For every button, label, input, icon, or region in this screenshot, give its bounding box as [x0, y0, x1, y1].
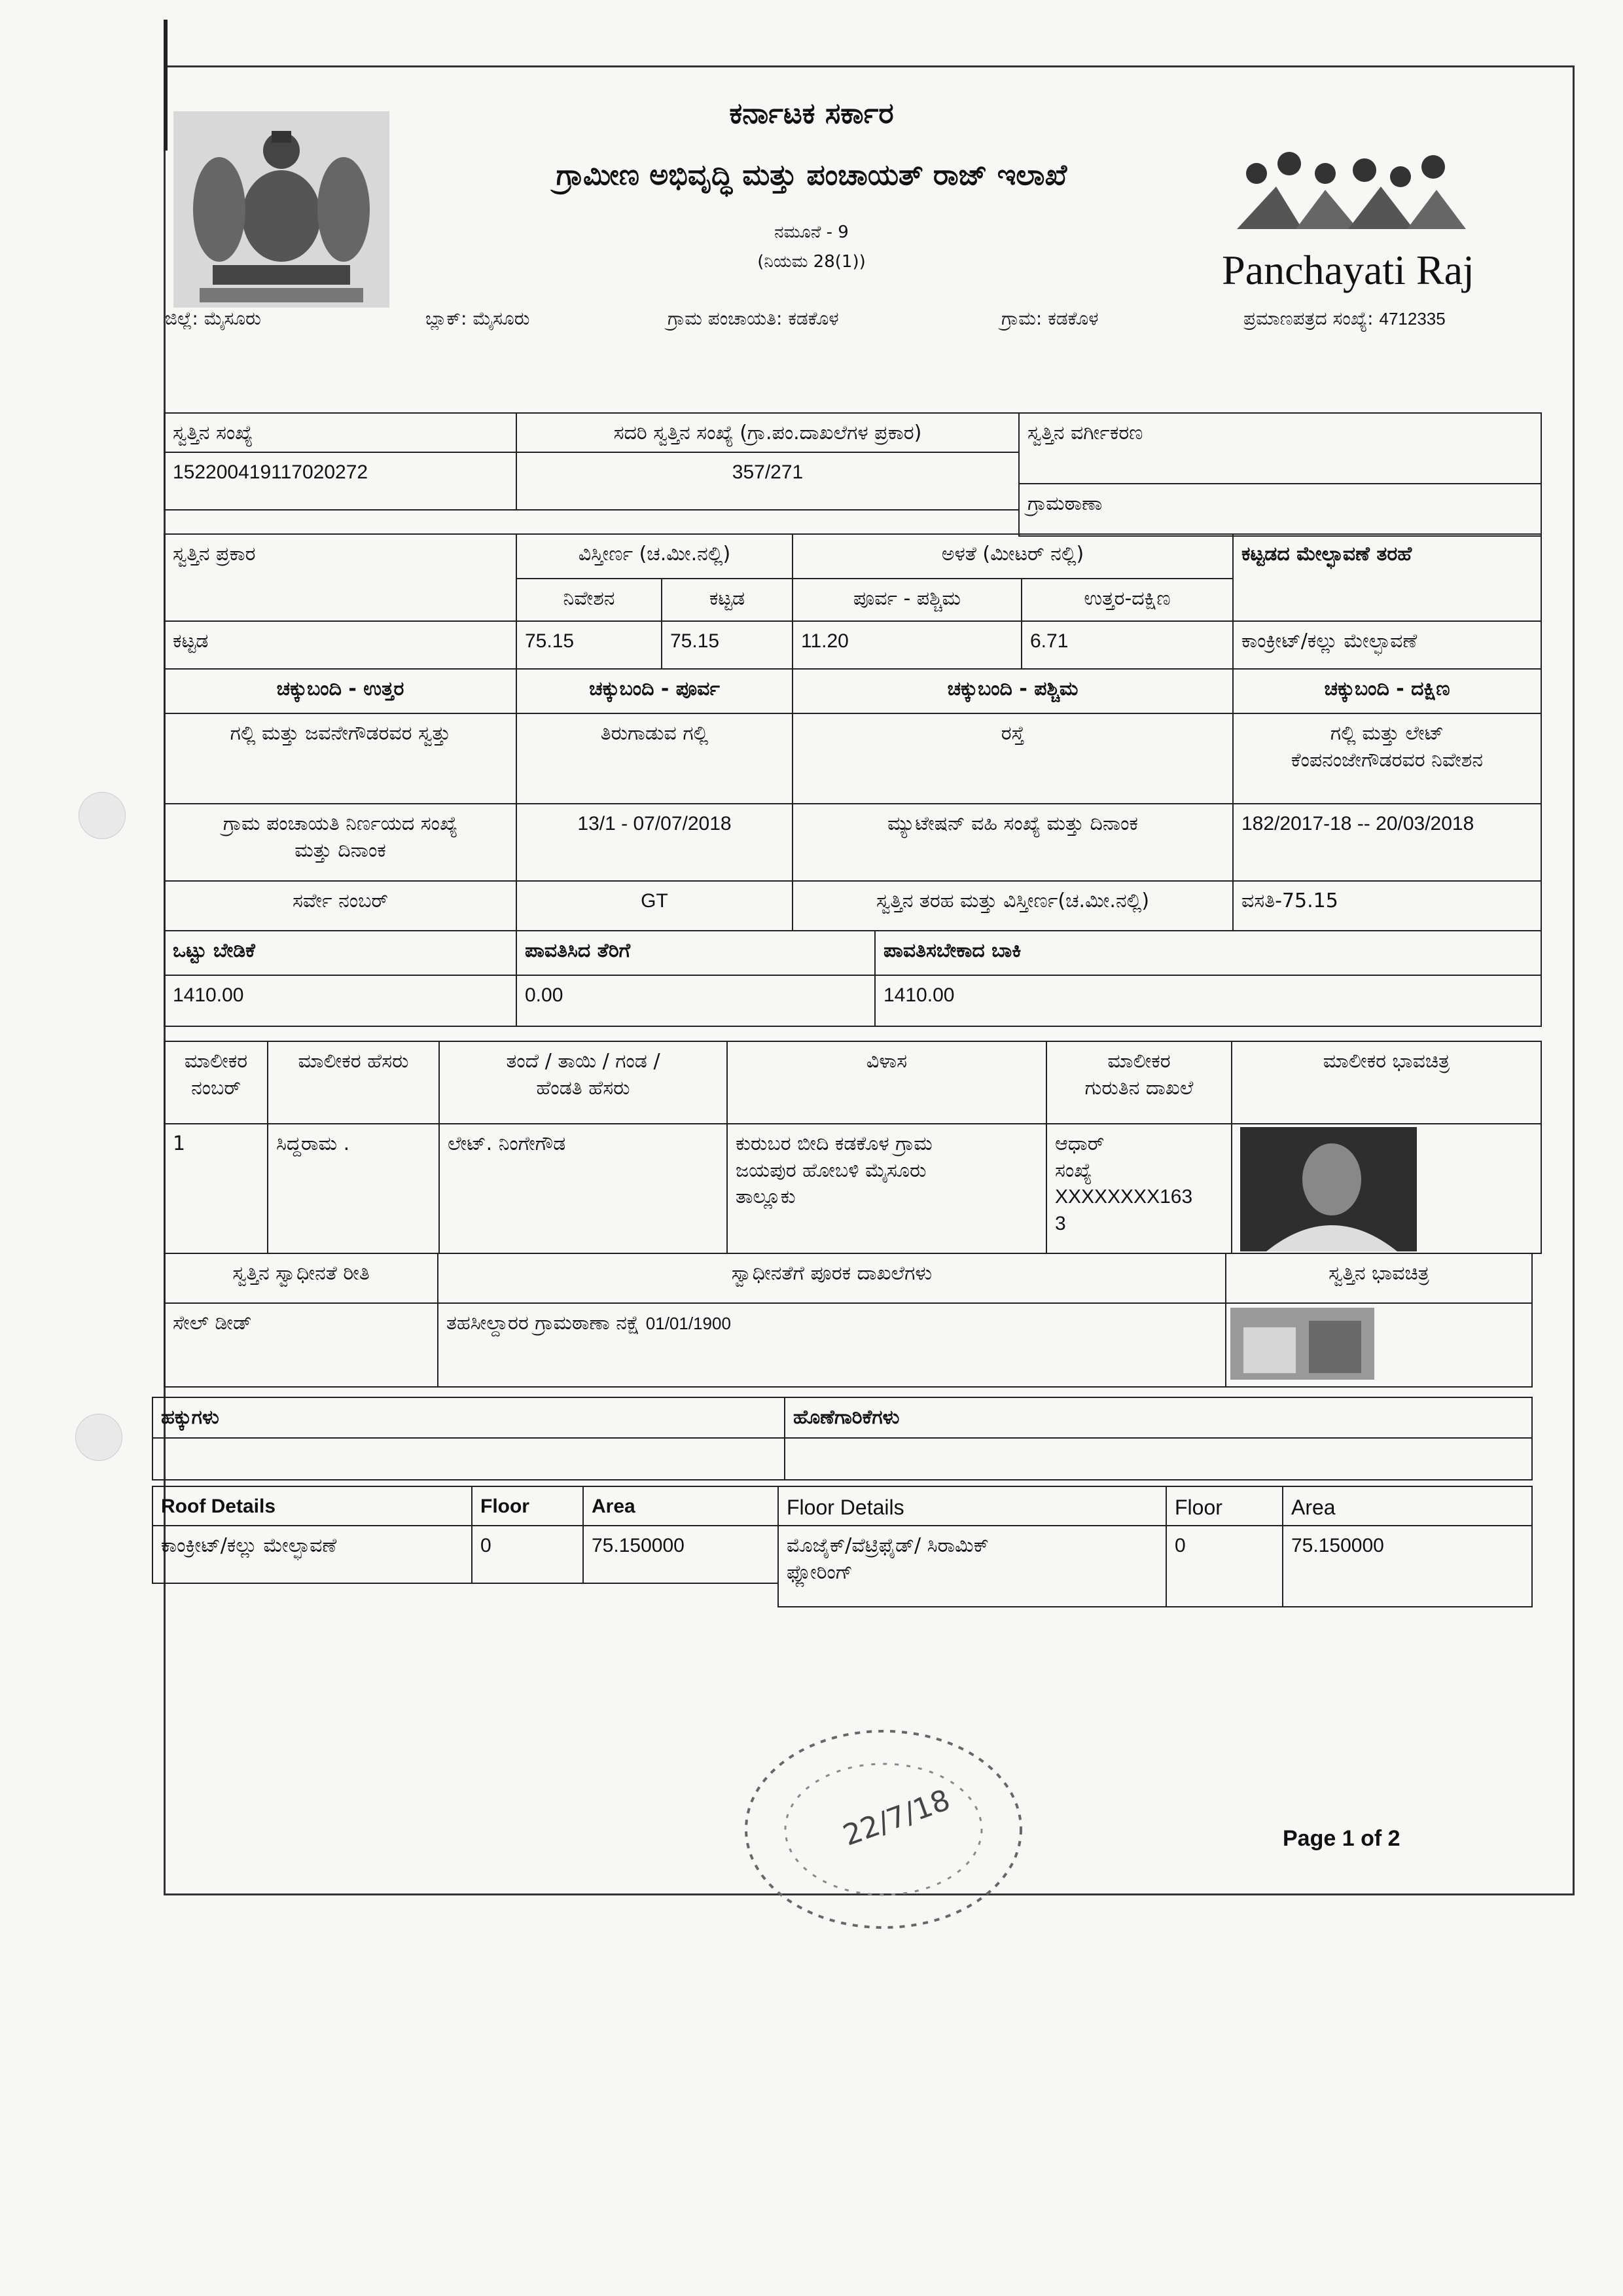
owner-address-line2: ಜಯಪುರ ಹೋಬಳಿ ಮೈಸೂರು — [736, 1158, 927, 1182]
owner-id-proof-label-line1: ಮಾಲೀಕರ — [1107, 1050, 1171, 1073]
person-portrait-icon — [1240, 1127, 1417, 1251]
cert-label: ಪ್ರಮಾಣಪತ್ರದ ಸಂಖ್ಯೆ: — [1243, 308, 1374, 329]
dimensions-label: ಅಳತೆ (ಮೀಟರ್ ನಲ್ಲಿ) — [792, 533, 1234, 579]
acquisition-mode-value: ಸೇಲ್ ಡೀಡ್ — [164, 1302, 438, 1388]
floor-details-title: Floor Details — [777, 1486, 1167, 1526]
property-photo-cell — [1225, 1302, 1533, 1388]
owner-address-line1: ಕುರುಬರ ಬೀದಿ ಕಡಕೊಳ ಗ್ರಾಮ — [736, 1132, 933, 1155]
rule-number: (ನಿಯಮ 28(1)) — [757, 252, 866, 272]
floor-type-line2: ಫ್ಲೋರಿಂಗ್ — [787, 1560, 853, 1584]
boundary-west-label: ಚಕ್ಕುಬಂದಿ - ಪಶ್ಚಿಮ — [792, 668, 1234, 714]
owner-number-value: 1 — [164, 1123, 268, 1254]
acquisition-docs-label: ಸ್ವಾಧೀನತೆಗೆ ಪೂರಕ ದಾಖಲೆಗಳು — [437, 1253, 1226, 1304]
floor-area-label: Area — [1282, 1486, 1533, 1526]
area-label: ವಿಸ್ತೀರ್ಣ (ಚ.ಮೀ.ನಲ್ಲಿ) — [516, 533, 793, 579]
owner-parent-label-line2: ಹೆಂಡತಿ ಹೆಸರು — [536, 1076, 630, 1100]
district: ಜಿಲ್ಲೆ: ಮೈಸೂರು — [165, 308, 261, 329]
boundary-south-value — [1232, 713, 1542, 804]
property-id-value: 152200419117020272 — [164, 452, 517, 511]
site-label: ನಿವೇಶನ — [516, 578, 662, 622]
boundary-west-value: ರಸ್ತೆ — [792, 713, 1234, 804]
property-type-value: ಕಟ್ಟಡ — [164, 620, 517, 670]
balance-due-value: 1410.00 — [874, 975, 1542, 1027]
form-number: ನಮೂನೆ - 9 — [774, 223, 849, 242]
tax-paid-value: 0.00 — [516, 975, 876, 1027]
page-number: Page 1 of 2 — [1283, 1826, 1400, 1851]
owner-photo-cell — [1231, 1123, 1542, 1254]
owner-number-label-line2: ನಂಬರ್ — [191, 1076, 241, 1100]
owner-photo — [1240, 1127, 1417, 1251]
roof-floor-value: 0 — [471, 1525, 584, 1584]
east-west-label: ಪೂರ್ವ - ಪಶ್ಚಿಮ — [792, 578, 1022, 622]
owner-address-line3: ತಾಲ್ಲೂಕು — [736, 1185, 796, 1208]
tax-paid-label: ಪಾವತಿಸಿದ ತೆರಿಗೆ — [516, 930, 876, 976]
owner-parent-value: ಲೇಟ್. ನಿಂಗೇಗೌಡ — [438, 1123, 728, 1254]
total-demand-label: ಒಟ್ಟು ಬೇಡಿಕೆ — [164, 930, 517, 976]
owner-address-label: ವಿಳಾಸ — [726, 1041, 1047, 1124]
owner-id-proof-value — [1046, 1123, 1232, 1254]
building-area-value: 75.15 — [661, 620, 793, 670]
govt-title: ಕರ್ನಾಟಕ ಸರ್ಕಾರ — [729, 97, 894, 130]
binding-mark — [164, 20, 168, 151]
owner-number-label-line1: ಮಾಲೀಕರ — [184, 1050, 248, 1073]
resolution-label-line1: ಗ್ರಾಮ ಪಂಚಾಯತಿ ನಿರ್ಣಯದ ಸಂಖ್ಯೆ — [223, 812, 458, 835]
block: ಬ್ಲಾಕ್: ಮೈಸೂರು — [425, 308, 530, 329]
owner-parent-label-line1: ತಂದೆ / ತಾಯಿ / ಗಂಡ / — [506, 1050, 660, 1073]
gram-panchayat: ಗ್ರಾಮ ಪಂಚಾಯತಿ: ಕಡಕೊಳ — [668, 308, 839, 329]
owner-id-proof-label — [1046, 1041, 1232, 1124]
old-id-label: ಸದರಿ ಸ್ವತ್ತಿನ ಸಂಖ್ಯೆ (ಗ್ರಾ.ಪಂ.ದಾಖಲೆಗಳ ಪ್ರಕಾರ) — [516, 412, 1020, 453]
official-seal-stamp — [726, 1721, 1041, 1937]
mutation-value: 182/2017-18 -- 20/03/2018 — [1232, 803, 1542, 882]
floor-type-line1: ಮೊಜೈಕ್/ವೆಟ್ರಿಫೈಡ್/ ಸಿರಾಮಿಕ್ — [787, 1534, 989, 1557]
roof-type-detail: ಕಾಂಕ್ರೀಟ್/ಕಲ್ಲು ಮೇಲ್ಛಾವಣೆ — [152, 1525, 473, 1584]
boundary-north-label: ಚಕ್ಕುಬಂದಿ - ಉತ್ತರ — [164, 668, 517, 714]
roof-details-title: Roof Details — [152, 1486, 473, 1526]
cert-value: 4712335 — [1379, 309, 1446, 329]
owner-id-proof-label-line2: ಗುರುತಿನ ದಾಖಲೆ — [1084, 1076, 1194, 1100]
owner-id-line1: ಆಧಾರ್ — [1055, 1132, 1105, 1155]
floor-floor-value: 0 — [1166, 1525, 1283, 1607]
punch-hole-top — [79, 792, 126, 839]
roof-area-label: Area — [582, 1486, 779, 1526]
boundary-south-line2: ಕೆಂಪನಂಜೇಗೌಡರವರ ನಿವೇಶನ — [1291, 748, 1484, 772]
building-label: ಕಟ್ಟಡ — [661, 578, 793, 622]
floor-floor-label: Floor — [1166, 1486, 1283, 1526]
roof-area-value: 75.150000 — [582, 1525, 779, 1584]
owner-name-value: ಸಿದ್ದರಾಮ . — [267, 1123, 440, 1254]
rights-value — [152, 1437, 785, 1480]
owner-parent-label — [438, 1041, 728, 1124]
total-demand-value: 1410.00 — [164, 975, 517, 1027]
floor-area-value: 75.150000 — [1282, 1525, 1533, 1607]
boundary-south-line1: ಗಲ್ಲಿ ಮತ್ತು ಲೇಟ್ — [1330, 722, 1444, 745]
old-id-value: 357/271 — [516, 452, 1020, 511]
survey-number-value: GT — [516, 880, 793, 931]
roof-type-label: ಕಟ್ಟಡದ ಮೇಲ್ಛಾವಣೆ ತರಹೆ — [1232, 533, 1542, 622]
property-type-label: ಸ್ವತ್ತಿನ ಪ್ರಕಾರ — [164, 533, 517, 622]
logo-text: Panchayati Raj — [1222, 247, 1474, 293]
type-area-value: ವಸತಿ-75.15 — [1232, 880, 1542, 931]
north-south-label: ಉತ್ತರ-ದಕ್ಷಿಣ — [1021, 578, 1234, 622]
east-west-value: 11.20 — [792, 620, 1022, 670]
boundary-south-label: ಚಕ್ಕುಬಂದಿ - ದಕ್ಷಿಣ — [1232, 668, 1542, 714]
boundary-east-label: ಚಕ್ಕುಬಂದಿ - ಪೂರ್ವ — [516, 668, 793, 714]
rights-label: ಹಕ್ಕುಗಳು — [152, 1397, 785, 1439]
stamp-date: 22/7/18 — [838, 1783, 955, 1853]
owner-number-label — [164, 1041, 268, 1124]
classification-label: ಸ್ವತ್ತಿನ ವರ್ಗೀಕರಣ — [1018, 412, 1542, 484]
resolution-value: 13/1 - 07/07/2018 — [516, 803, 793, 882]
owner-id-line3: XXXXXXXX163 — [1055, 1186, 1193, 1208]
site-area-value: 75.15 — [516, 620, 662, 670]
north-south-value: 6.71 — [1021, 620, 1234, 670]
owner-address-value — [726, 1123, 1047, 1254]
type-area-label: ಸ್ವತ್ತಿನ ತರಹ ಮತ್ತು ವಿಸ್ತೀರ್ಣ(ಚ.ಮೀ.ನಲ್ಲಿ) — [792, 880, 1234, 931]
owner-id-line2: ಸಂಖ್ಯೆ — [1055, 1158, 1092, 1182]
punch-hole-bottom — [75, 1414, 122, 1461]
survey-number-label: ಸರ್ವೇ ನಂಬರ್ — [164, 880, 517, 931]
acquisition-docs-value — [437, 1302, 1226, 1388]
certificate-number-label — [1243, 308, 1446, 330]
acquisition-mode-label: ಸ್ವತ್ತಿನ ಸ್ವಾಧೀನತೆ ರೀತಿ — [164, 1253, 438, 1304]
acquisition-docs-text: ತಹಸೀಲ್ದಾರರ ಗ್ರಾಮಠಾಣಾ ನಕ್ಷೆ — [446, 1312, 640, 1335]
boundary-east-value: ತಿರುಗಾಡುವ ಗಲ್ಲಿ — [516, 713, 793, 804]
liabilities-label: ಹೊಣೆಗಾರಿಕೆಗಳು — [784, 1397, 1533, 1439]
dept-title: ಗ್ರಾಮೀಣ ಅಭಿವೃದ್ಧಿ ಮತ್ತು ಪಂಚಾಯತ್ ರಾಜ್ ಇಲಾಖೆ — [556, 158, 1067, 192]
village: ಗ್ರಾಮ: ಕಡಕೊಳ — [1001, 308, 1099, 329]
classification-value: ಗ್ರಾಮಠಾಣಾ — [1018, 483, 1542, 537]
roof-floor-label: Floor — [471, 1486, 584, 1526]
property-photo-label: ಸ್ವತ್ತಿನ ಭಾವಚಿತ್ರ — [1225, 1253, 1533, 1304]
owner-photo-label: ಮಾಲೀಕರ ಭಾವಚಿತ್ರ — [1231, 1041, 1542, 1124]
acquisition-docs-date: 01/01/1900 — [645, 1314, 731, 1333]
liabilities-value — [784, 1437, 1533, 1480]
floor-type-detail — [777, 1525, 1167, 1607]
resolution-label — [164, 803, 517, 882]
owner-id-line4: 3 — [1055, 1212, 1066, 1234]
roof-type-value: ಕಾಂಕ್ರೀಟ್/ಕಲ್ಲು ಮೇಲ್ಛಾವಣೆ — [1232, 620, 1542, 670]
balance-due-label: ಪಾವತಿಸಬೇಕಾದ ಬಾಕಿ — [874, 930, 1542, 976]
owner-name-label: ಮಾಲೀಕರ ಹೆಸರು — [267, 1041, 440, 1124]
boundary-north-value: ಗಲ್ಲಿ ಮತ್ತು ಜವನೇಗೌಡರವರ ಸ್ವತ್ತು — [164, 713, 517, 804]
resolution-label-line2: ಮತ್ತು ದಿನಾಂಕ — [294, 838, 386, 862]
property-photo — [1230, 1308, 1374, 1380]
karnataka-emblem-icon — [173, 111, 389, 308]
property-id-label: ಸ್ವತ್ತಿನ ಸಂಖ್ಯೆ — [164, 412, 517, 453]
mutation-label: ಮ್ಯುಟೇಷನ್ ವಹಿ ಸಂಖ್ಯೆ ಮತ್ತು ದಿನಾಂಕ — [792, 803, 1234, 882]
